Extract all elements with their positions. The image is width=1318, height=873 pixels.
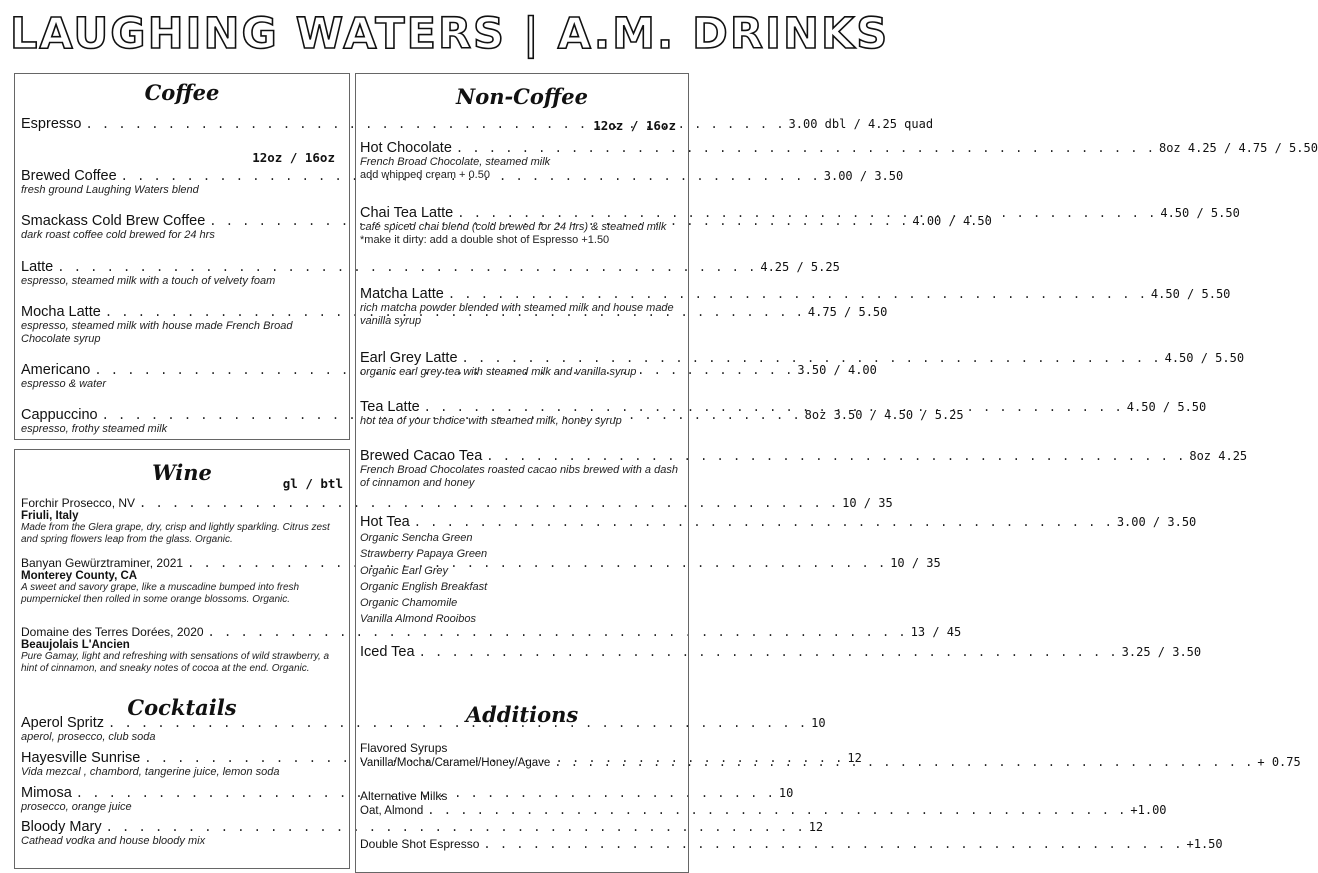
- addition-item: [360, 789, 1167, 817]
- item-name: Tea Latte: [360, 399, 420, 415]
- cocktails-title: Cocktails: [127, 695, 237, 720]
- hot-tea-option: Organic English Breakfast: [360, 580, 488, 593]
- leader-dots: [456, 141, 1155, 155]
- size-header: 12oz / 16oz: [252, 150, 335, 165]
- item-price: 4.50 / 5.50: [1160, 206, 1240, 220]
- item-name: Chai Tea Latte: [360, 205, 454, 221]
- menu-item: [360, 448, 1248, 490]
- item-price: 4.50 / 5.50: [1164, 351, 1245, 365]
- item-description: café spiced chai blend (cold brewed for 24 hrs) & steamed milk: [360, 221, 667, 233]
- wine-title: Wine: [152, 460, 212, 485]
- item-description: espresso, steamed milk with house made French Broad Chocolate syrup: [21, 320, 293, 345]
- item-price: 3.25 / 3.50: [1121, 645, 1202, 659]
- hot-tea-option: Organic Chamomile: [360, 597, 458, 610]
- noncoffee-title: Non-Coffee: [456, 84, 588, 109]
- item-name: Mocha Latte: [21, 304, 101, 320]
- item-name: Hayesville Sunrise: [21, 750, 141, 766]
- leader-dots: [457, 206, 1156, 220]
- hot-tea-option: Strawberry Papaya Green: [360, 548, 488, 561]
- item-name: Aperol Spritz: [21, 715, 105, 731]
- leader-dots: [486, 449, 1185, 463]
- item-name: Flavored Syrups: [360, 741, 448, 755]
- item-description: prosecco, orange juice: [21, 801, 132, 813]
- hot-tea-option: Organic Sencha Green: [360, 532, 473, 544]
- addition-detail: Vanilla/Mocha/Caramel/Honey/Agave: [360, 757, 551, 769]
- item-description: organic earl grey tea with steamed milk and vanilla syrup: [360, 366, 637, 378]
- item-price: 3.00 / 3.50: [823, 169, 904, 183]
- item-price: 8oz 4.25: [1189, 449, 1248, 463]
- item-name: Brewed Coffee: [21, 168, 117, 184]
- item-description: espresso, steamed milk with a touch of velvety foam: [21, 275, 276, 287]
- item-price: 4.75 / 5.50: [807, 305, 888, 319]
- item-price: 8oz 3.50 / 4.50 / 5.25: [804, 408, 964, 422]
- leader-dots: [424, 400, 1123, 414]
- wine-region: Beaujolais L'Ancien: [21, 639, 130, 651]
- item-price: +1.00: [1130, 803, 1167, 817]
- item-price: 10 / 35: [890, 556, 941, 570]
- item-name: Hot Chocolate: [360, 140, 452, 156]
- item-name: Iced Tea: [360, 644, 415, 660]
- leader-dots: [414, 515, 1113, 529]
- item-name: Smackass Cold Brew Coffee: [21, 213, 206, 229]
- leader-dots: [483, 837, 1182, 851]
- item-name: Hot Tea: [360, 514, 410, 530]
- hot-tea-option: Vanilla Almond Rooibos: [360, 613, 476, 626]
- item-name: Alternative Milks: [360, 789, 448, 803]
- leader-dots: [427, 803, 1126, 817]
- item-description: Vida mezcal , chambord, tangerine juice, lemon soda: [21, 766, 280, 778]
- item-price: 4.50 / 5.50: [1126, 400, 1207, 414]
- item-name: Bloody Mary: [21, 819, 102, 835]
- item-description: French Broad Chocolate, steamed milk: [360, 156, 551, 168]
- item-price: 3.50 / 4.00: [797, 363, 877, 377]
- leader-dots: [462, 351, 1161, 365]
- item-price: 12: [847, 751, 862, 765]
- item-name: Forchir Prosecco, NV: [21, 496, 136, 510]
- item-price: 12: [808, 820, 824, 834]
- item-price: 3.00 / 3.50: [1116, 515, 1197, 529]
- item-note: add whipped cream + 0.50: [360, 169, 490, 181]
- item-name: Banyan Gewürztraminer, 2021: [21, 556, 184, 570]
- item-description: rich matcha powder blended with steamed milk and house made vanilla syrup: [360, 302, 674, 327]
- size-header: gl / btl: [282, 476, 343, 491]
- item-note: *make it dirty: add a double shot of Espresso +1.50: [360, 234, 610, 246]
- item-price: 13 / 45: [910, 625, 962, 639]
- item-name: Matcha Latte: [360, 286, 444, 302]
- item-price: 10: [778, 786, 794, 800]
- item-name: Cappuccino: [21, 407, 98, 423]
- item-description: dark roast coffee cold brewed for 24 hrs: [21, 229, 215, 241]
- item-price: 4.00 / 4.50: [912, 214, 992, 228]
- item-name: Earl Grey Latte: [360, 350, 458, 366]
- item-description: hot tea of your choice with steamed milk, honey syrup: [360, 415, 622, 427]
- leader-dots: [448, 287, 1147, 301]
- item-description: Pure Gamay, light and refreshing with sensations of wild strawberry, a hint of cinnamon, and sneaky notes of cocoa at the end. Organic.: [21, 651, 330, 674]
- leader-dots: [554, 755, 1253, 769]
- item-price: 3.00 dbl / 4.25 quad: [788, 117, 934, 131]
- item-description: espresso & water: [21, 378, 106, 390]
- item-name: Mimosa: [21, 785, 72, 801]
- item-description: fresh ground Laughing Waters blend: [21, 184, 199, 196]
- item-description: A sweet and savory grape, like a muscadine bumped into fresh pumpernickel then rolled in some orange blossoms. Organic.: [21, 582, 300, 605]
- item-price: +1.50: [1186, 837, 1223, 851]
- item-name: Double Shot Espresso: [360, 837, 480, 851]
- cocktail-item: [21, 715, 826, 744]
- wine-region: Monterey County, CA: [21, 570, 138, 582]
- page-title: LAUGHING WATERS | A.M. DRINKS: [10, 9, 890, 59]
- item-price: + 0.75: [1257, 755, 1301, 769]
- item-name: Latte: [21, 259, 54, 275]
- item-price: 4.50 / 5.50: [1150, 287, 1231, 301]
- item-description: aperol, prosecco, club soda: [21, 731, 156, 743]
- hot-tea-option: Organic Earl Grey: [360, 564, 449, 577]
- item-description: espresso, frothy steamed milk: [21, 423, 168, 435]
- item-price: 4.25 / 5.25: [760, 260, 840, 274]
- item-description: Cathead vodka and house bloody mix: [21, 835, 206, 847]
- item-price: 10 / 35: [842, 496, 893, 510]
- leader-dots: [419, 645, 1118, 659]
- addition-detail: Oat, Almond: [360, 805, 424, 817]
- size-header: 12oz / 16oz: [593, 118, 676, 133]
- menu-item: [21, 259, 840, 288]
- item-name: Brewed Cacao Tea: [360, 448, 483, 464]
- item-price: 8oz 4.25 / 4.75 / 5.50: [1158, 141, 1318, 155]
- addition-item: [360, 837, 1223, 851]
- item-price: 10: [811, 716, 826, 730]
- additions-title: Additions: [465, 702, 579, 727]
- wine-region: Friuli, Italy: [21, 510, 79, 522]
- coffee-title: Coffee: [144, 80, 220, 105]
- item-name: Espresso: [21, 116, 82, 132]
- item-description: French Broad Chocolates roasted cacao nibs brewed with a dash of cinnamon and honey: [360, 464, 678, 489]
- item-name: Americano: [21, 362, 91, 378]
- menu-item: [360, 644, 1202, 660]
- item-name: Domaine des Terres Dorées, 2020: [21, 625, 204, 639]
- item-description: Made from the Glera grape, dry, crisp and lightly sparkling. Citrus zest and spring flowers leap from the glass. Organic.: [21, 522, 330, 545]
